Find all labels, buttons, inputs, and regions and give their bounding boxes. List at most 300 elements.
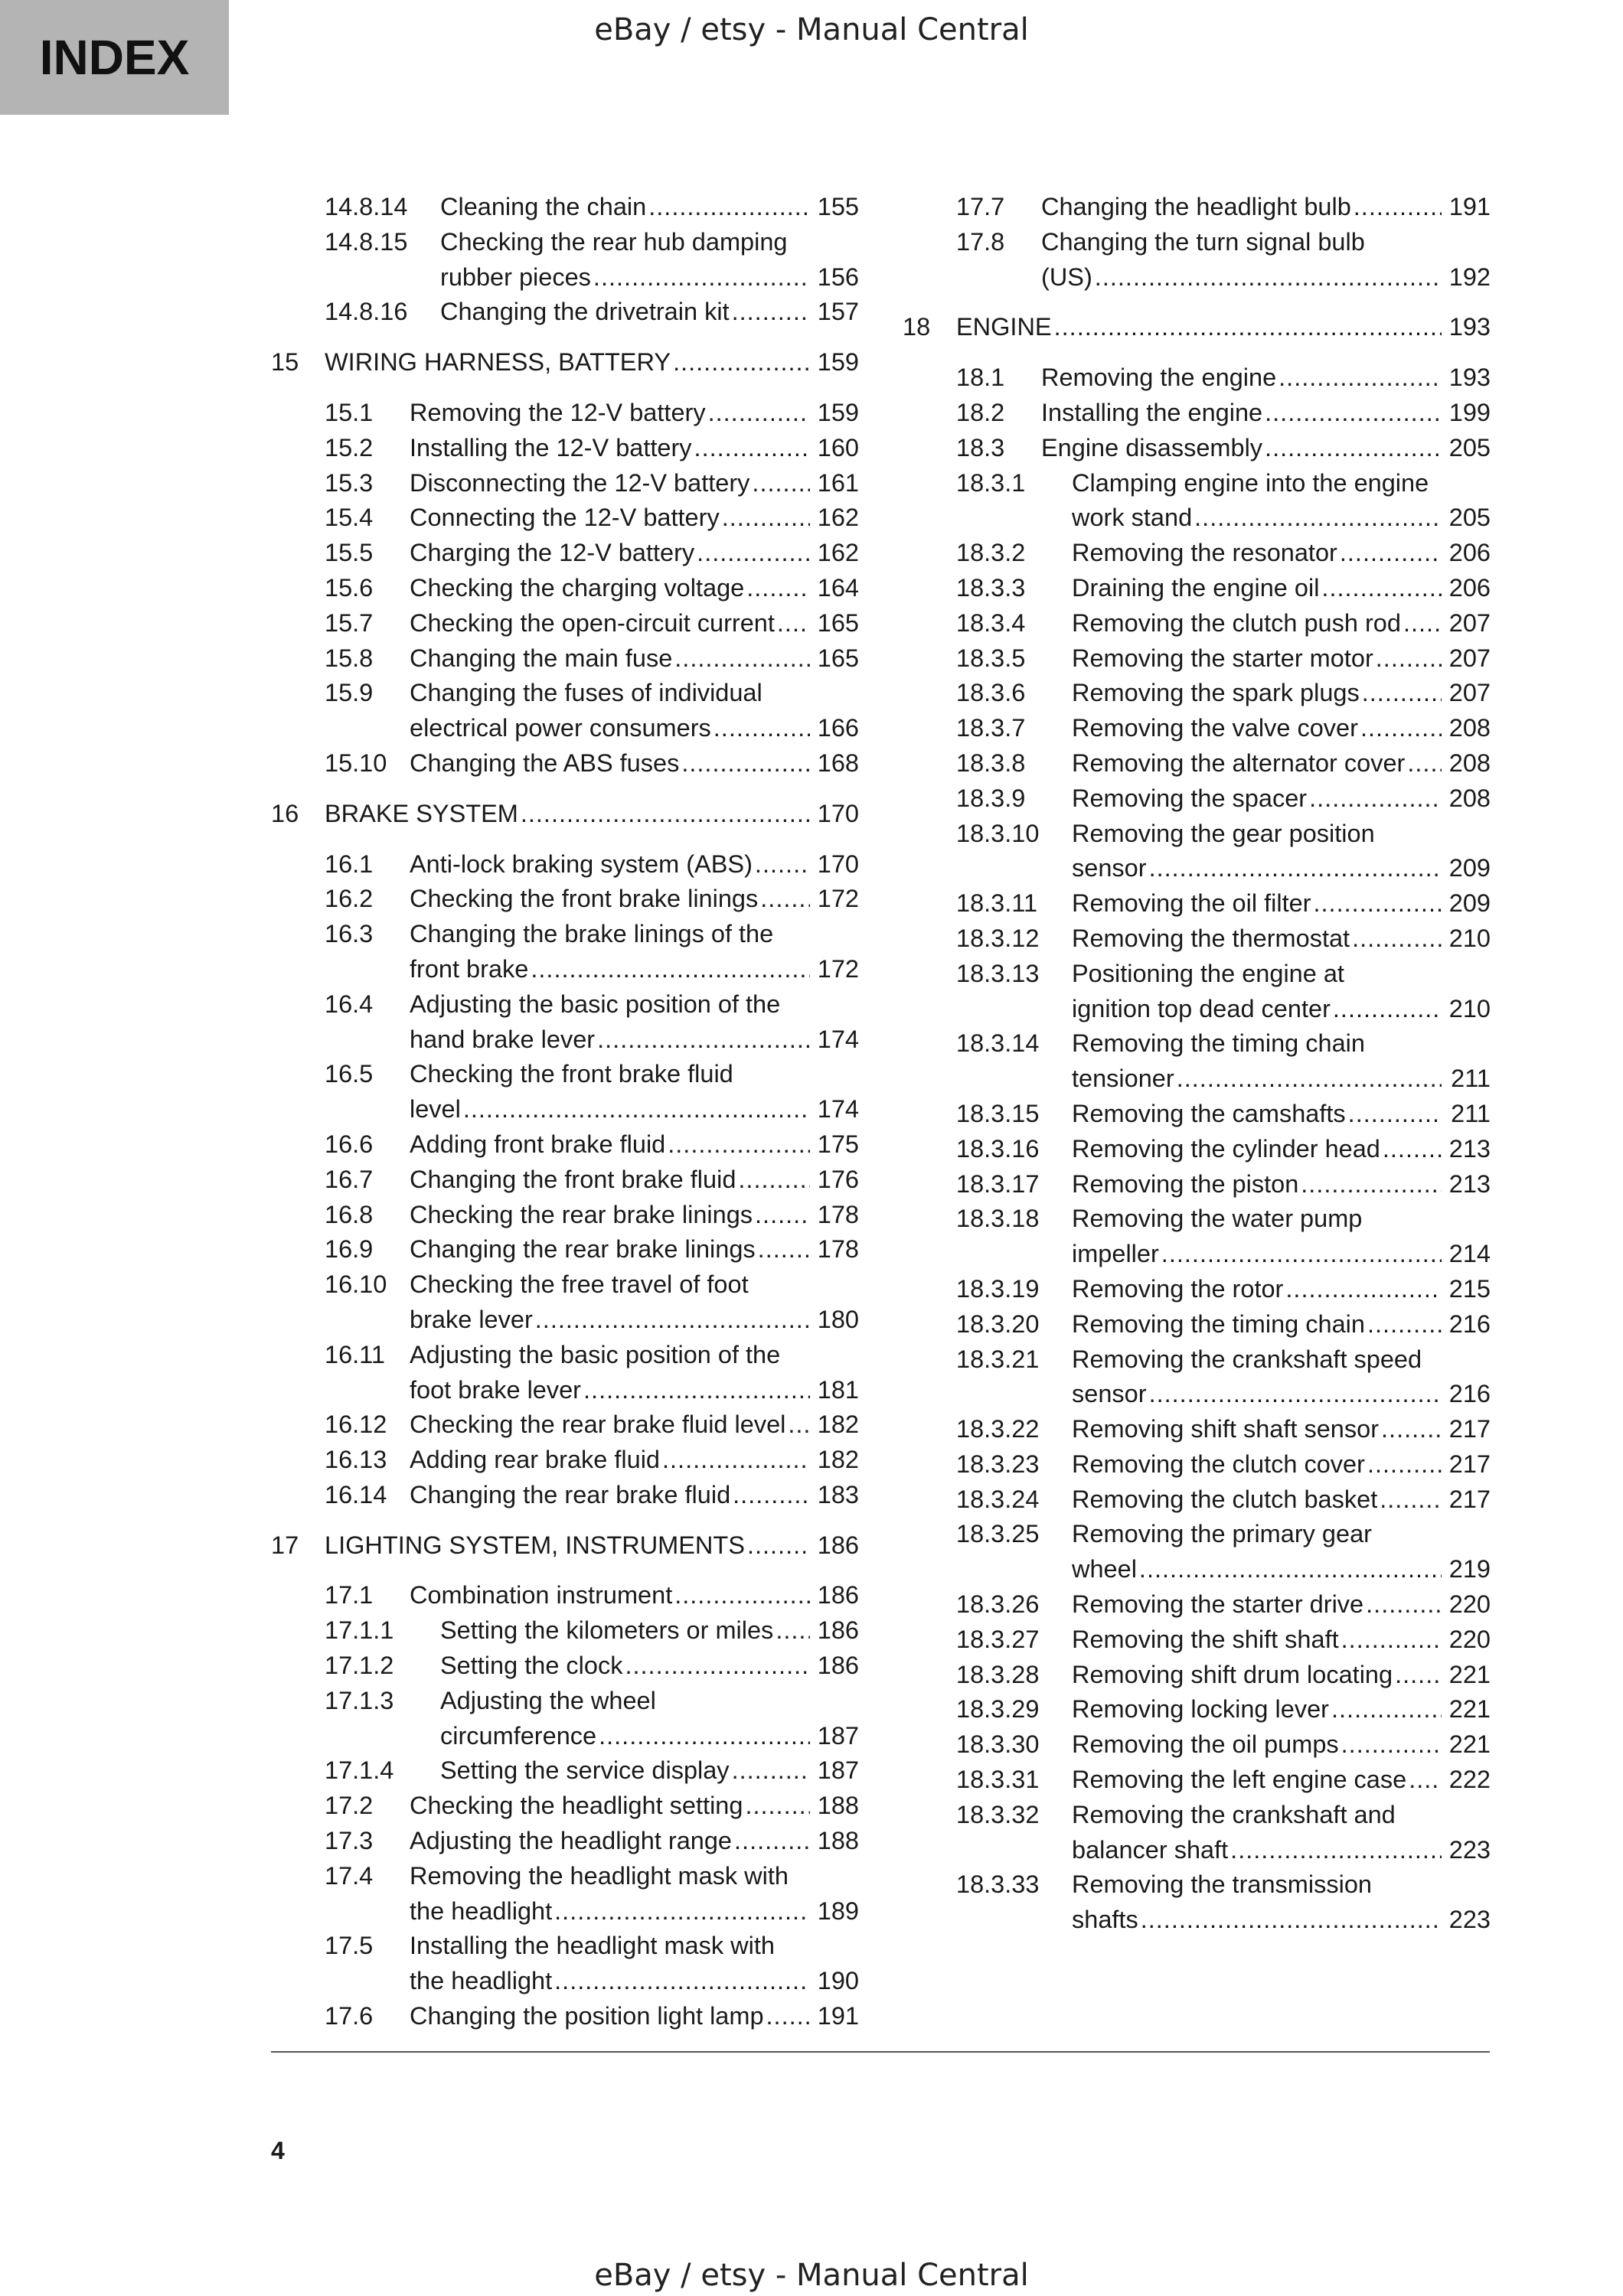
toc-entry-page: 207 bbox=[1448, 608, 1491, 637]
toc-entry-title: Checking the rear brake linings bbox=[410, 1200, 753, 1228]
toc-entry-title: sensor bbox=[1072, 854, 1147, 882]
toc-entry bbox=[271, 746, 859, 781]
toc-entry-page: 193 bbox=[1448, 364, 1491, 392]
toc-entry-number: 18.3.12 bbox=[956, 924, 1040, 952]
toc-entry bbox=[271, 1267, 859, 1338]
toc-entry bbox=[271, 1057, 859, 1127]
toc-entry-page: 182 bbox=[817, 1446, 859, 1474]
dot-leader bbox=[1340, 536, 1442, 571]
dot-leader bbox=[1354, 190, 1442, 225]
toc-left-column bbox=[271, 190, 859, 2034]
toc-entry bbox=[271, 882, 859, 917]
toc-entry-title: Setting the service display bbox=[440, 1756, 730, 1785]
toc-right-column bbox=[903, 190, 1491, 1938]
toc-entry-page: 186 bbox=[817, 1616, 859, 1645]
toc-entry-title: wheel bbox=[1072, 1555, 1137, 1583]
dot-leader bbox=[755, 847, 810, 882]
toc-entry bbox=[903, 536, 1491, 571]
toc-entry-page: 164 bbox=[817, 573, 859, 602]
dot-leader bbox=[625, 1649, 810, 1684]
toc-entry-number: 18.3.11 bbox=[956, 889, 1038, 918]
dot-leader bbox=[755, 1198, 810, 1233]
toc-entry-number: 15.7 bbox=[325, 608, 374, 637]
dot-leader bbox=[597, 1022, 810, 1058]
toc-entry bbox=[903, 466, 1491, 536]
watermark-bottom: eBay / etsy - Manual Central bbox=[594, 2258, 1029, 2293]
toc-entry-page: 217 bbox=[1448, 1450, 1491, 1478]
dot-leader bbox=[1314, 886, 1442, 921]
toc-entry-title: Removing the thermostat bbox=[1072, 924, 1350, 952]
toc-entry-page: 192 bbox=[1448, 263, 1491, 291]
toc-entry-number: 18.3.18 bbox=[956, 1205, 1040, 1233]
toc-entry-number: 18.3.9 bbox=[956, 784, 1026, 812]
toc-entry-page: 165 bbox=[817, 608, 859, 637]
toc-entry bbox=[903, 1867, 1491, 1938]
toc-entry-title: Engine disassembly bbox=[1041, 433, 1263, 461]
toc-entry-number: 18.3.23 bbox=[956, 1450, 1040, 1478]
toc-entry-title: Removing the 12-V battery bbox=[410, 398, 706, 426]
toc-entry-number: 17.3 bbox=[325, 1827, 374, 1855]
toc-entry-page: 172 bbox=[817, 885, 859, 913]
toc-entry-title: balancer shaft bbox=[1072, 1835, 1229, 1864]
toc-entry-title: Installing the engine bbox=[1041, 398, 1263, 426]
toc-entry-page: 211 bbox=[1451, 1099, 1491, 1127]
toc-entry-page: 162 bbox=[817, 539, 859, 567]
toc-entry bbox=[271, 1443, 859, 1478]
dot-leader bbox=[674, 641, 810, 677]
dot-leader bbox=[1149, 1377, 1442, 1412]
toc-entry-page: 157 bbox=[817, 298, 859, 326]
toc-entry-number: 18.3.17 bbox=[956, 1169, 1040, 1198]
dot-leader bbox=[1341, 1727, 1442, 1763]
dot-leader bbox=[648, 190, 810, 225]
toc-entry-number: 17.1.2 bbox=[325, 1652, 394, 1680]
toc-entry-page: 190 bbox=[817, 1967, 859, 1995]
toc-entry-page: 220 bbox=[1448, 1590, 1491, 1619]
toc-entry-page: 208 bbox=[1448, 714, 1491, 742]
dot-leader bbox=[1301, 1167, 1442, 1202]
toc-entry-page: 221 bbox=[1448, 1730, 1491, 1759]
toc-entry-title: Setting the kilometers or miles bbox=[440, 1616, 774, 1645]
toc-entry-title: Removing the clutch basket bbox=[1072, 1485, 1378, 1513]
toc-chapter-entry bbox=[271, 345, 859, 380]
toc-chapter-entry bbox=[903, 310, 1491, 345]
toc-entry-title: Removing the timing chain bbox=[1072, 1309, 1365, 1338]
toc-entry bbox=[903, 1763, 1491, 1798]
toc-entry-page: 156 bbox=[817, 263, 859, 291]
toc-entry-number: 18.3.24 bbox=[956, 1485, 1040, 1513]
toc-entry-title: Adding front brake fluid bbox=[410, 1130, 666, 1158]
toc-entry bbox=[903, 641, 1491, 677]
dot-leader bbox=[1331, 1692, 1442, 1727]
toc-entry-title: sensor bbox=[1072, 1380, 1147, 1408]
dot-leader bbox=[463, 1092, 810, 1127]
toc-entry bbox=[903, 1692, 1491, 1727]
dot-leader bbox=[1407, 746, 1442, 781]
toc-entry-title-lead: Removing the headlight mask with bbox=[410, 1861, 789, 1890]
toc-entry-title: Installing the 12-V battery bbox=[410, 433, 692, 461]
dot-leader bbox=[681, 746, 810, 781]
dot-leader bbox=[745, 1789, 810, 1824]
toc-entry-page: 155 bbox=[817, 193, 859, 220]
toc-entry-number: 15.5 bbox=[325, 539, 374, 567]
toc-entry bbox=[271, 1578, 859, 1613]
dot-leader bbox=[1376, 641, 1442, 677]
toc-entry bbox=[271, 676, 859, 746]
toc-entry-page: 206 bbox=[1448, 539, 1491, 567]
toc-entry-title: Removing the camshafts bbox=[1072, 1099, 1346, 1127]
dot-leader bbox=[1309, 781, 1442, 817]
toc-entry-title: hand brake lever bbox=[410, 1025, 596, 1053]
toc-entry-title: tensioner bbox=[1072, 1065, 1174, 1093]
toc-entry bbox=[903, 676, 1491, 711]
toc-entry bbox=[903, 1202, 1491, 1272]
toc-entry-title-lead: Removing the crankshaft and bbox=[1072, 1800, 1396, 1828]
toc-entry-number: 18.3.31 bbox=[956, 1766, 1040, 1794]
toc-entry bbox=[271, 1127, 859, 1163]
toc-entry-number: 17.5 bbox=[325, 1932, 374, 1960]
dot-leader bbox=[1194, 501, 1442, 536]
toc-entry-title: Removing the resonator bbox=[1072, 539, 1337, 567]
dot-leader bbox=[535, 1303, 810, 1338]
toc-entry-title: Removing shift drum locating bbox=[1072, 1660, 1393, 1688]
toc-entry-number: 18.3.10 bbox=[956, 819, 1040, 847]
toc-entry-number: 17.4 bbox=[325, 1861, 374, 1890]
toc-entry-page: 219 bbox=[1448, 1555, 1491, 1583]
toc-entry-number: 18.3.4 bbox=[956, 608, 1026, 637]
toc-entry-number: 16.11 bbox=[325, 1340, 385, 1368]
dot-leader bbox=[1265, 431, 1442, 466]
toc-entry-title: Cleaning the chain bbox=[440, 193, 647, 220]
toc-entry-title: electrical power consumers bbox=[410, 714, 711, 742]
toc-entry-title: Removing the spark plugs bbox=[1072, 679, 1360, 707]
toc-entry bbox=[271, 1163, 859, 1198]
toc-entry-title: Changing the main fuse bbox=[410, 644, 673, 672]
dot-leader bbox=[1141, 1903, 1442, 1938]
toc-entry-number: 18 bbox=[903, 313, 931, 341]
toc-entry-page: 159 bbox=[817, 398, 859, 426]
toc-entry-page: 193 bbox=[1448, 313, 1491, 341]
toc-entry-number: 18.3.28 bbox=[956, 1660, 1040, 1688]
toc-entry-number: 14.8.15 bbox=[325, 227, 408, 256]
footer-rule bbox=[271, 2051, 1490, 2053]
toc-entry-title: circumference bbox=[440, 1721, 597, 1750]
toc-entry-page: 222 bbox=[1448, 1766, 1491, 1794]
toc-entry bbox=[903, 1517, 1491, 1587]
watermark-top: eBay / etsy - Manual Central bbox=[594, 12, 1029, 47]
toc-entry-number: 17.2 bbox=[325, 1792, 374, 1820]
toc-entry-title: (US) bbox=[1041, 263, 1092, 291]
dot-leader bbox=[1380, 1482, 1442, 1518]
toc-entry-page: 160 bbox=[817, 433, 859, 461]
toc-entry-title: Charging the 12-V battery bbox=[410, 539, 695, 567]
toc-entry-number: 18.3 bbox=[956, 433, 1005, 461]
toc-entry-title: Changing the front brake fluid bbox=[410, 1165, 736, 1193]
toc-entry-title: the headlight bbox=[410, 1896, 553, 1925]
toc-entry-title: front brake bbox=[410, 954, 529, 983]
dot-leader bbox=[521, 797, 810, 832]
toc-entry-number: 16.6 bbox=[325, 1130, 374, 1158]
dot-leader bbox=[554, 1964, 810, 1999]
toc-entry-title: Removing the starter motor bbox=[1072, 644, 1373, 672]
toc-entry-title: work stand bbox=[1072, 504, 1193, 532]
dot-leader bbox=[776, 1613, 810, 1649]
toc-entry bbox=[271, 466, 859, 501]
toc-entry-page: 205 bbox=[1448, 433, 1491, 461]
toc-entry-title: Combination instrument bbox=[410, 1581, 673, 1609]
toc-entry-page: 220 bbox=[1448, 1625, 1491, 1653]
toc-entry-page: 159 bbox=[817, 348, 859, 377]
toc-entry-page: 191 bbox=[817, 2002, 859, 2030]
toc-entry-page: 217 bbox=[1448, 1485, 1491, 1513]
toc-entry bbox=[271, 1338, 859, 1408]
dot-leader bbox=[697, 536, 810, 571]
toc-entry bbox=[903, 711, 1491, 746]
toc-entry-title-lead: Clamping engine into the engine bbox=[1072, 468, 1429, 497]
toc-entry bbox=[271, 501, 859, 536]
toc-entry-page: 216 bbox=[1448, 1380, 1491, 1408]
toc-entry-number: 18.3.20 bbox=[956, 1309, 1040, 1338]
toc-entry bbox=[903, 571, 1491, 606]
toc-entry-number: 18.3.26 bbox=[956, 1590, 1040, 1619]
dot-leader bbox=[1230, 1833, 1442, 1868]
toc-entry-title: Removing the clutch cover bbox=[1072, 1450, 1365, 1478]
toc-entry-page: 181 bbox=[817, 1375, 859, 1404]
toc-entry-title: Removing the starter drive bbox=[1072, 1590, 1364, 1619]
dot-leader bbox=[1265, 396, 1442, 431]
toc-entry-page: 199 bbox=[1448, 398, 1491, 426]
toc-entry-number: 15.10 bbox=[325, 748, 387, 777]
dot-leader bbox=[1285, 1272, 1442, 1307]
toc-entry bbox=[903, 1412, 1491, 1447]
toc-entry bbox=[271, 225, 859, 295]
toc-entry bbox=[903, 781, 1491, 817]
toc-entry-number: 16.9 bbox=[325, 1235, 374, 1264]
toc-entry-page: 183 bbox=[817, 1480, 859, 1508]
toc-entry-page: 187 bbox=[817, 1756, 859, 1785]
dot-leader bbox=[714, 711, 810, 746]
toc-entry-title: Changing the headlight bulb bbox=[1041, 193, 1351, 220]
toc-entry bbox=[271, 1407, 859, 1443]
toc-entry-number: 17.6 bbox=[325, 2002, 374, 2030]
toc-entry-number: 18.3.7 bbox=[956, 714, 1026, 742]
toc-entry-number: 17 bbox=[271, 1531, 299, 1559]
toc-entry bbox=[903, 921, 1491, 957]
dot-leader bbox=[738, 1163, 810, 1198]
dot-leader bbox=[1095, 260, 1442, 295]
toc-entry-number: 16.7 bbox=[325, 1165, 374, 1193]
toc-entry-title: Removing the piston bbox=[1072, 1169, 1299, 1198]
dot-leader bbox=[593, 260, 810, 295]
toc-entry-number: 14.8.14 bbox=[325, 193, 408, 220]
toc-entry-title: Connecting the 12-V battery bbox=[410, 504, 720, 532]
toc-entry-number: 18.3.8 bbox=[956, 748, 1026, 777]
toc-entry-title: Adjusting the headlight range bbox=[410, 1827, 733, 1855]
toc-entry bbox=[903, 1026, 1491, 1097]
dot-leader bbox=[1161, 1237, 1442, 1272]
toc-entry-page: 210 bbox=[1448, 994, 1491, 1022]
toc-entry bbox=[903, 886, 1491, 921]
toc-entry-page: 215 bbox=[1448, 1274, 1491, 1303]
dot-leader bbox=[1321, 571, 1442, 606]
toc-entry-page: 208 bbox=[1448, 748, 1491, 777]
toc-entry-number: 17.8 bbox=[956, 227, 1005, 256]
toc-entry bbox=[903, 190, 1491, 225]
toc-entry bbox=[903, 396, 1491, 431]
toc-entry-page: 186 bbox=[817, 1652, 859, 1680]
toc-entry-number: 16.2 bbox=[325, 885, 374, 913]
toc-entry bbox=[271, 1613, 859, 1649]
toc-entry-number: 16.10 bbox=[325, 1270, 387, 1299]
toc-entry-number: 16.1 bbox=[325, 850, 374, 878]
toc-entry bbox=[903, 1307, 1491, 1342]
toc-entry-title: level bbox=[410, 1095, 461, 1124]
toc-entry-number: 15.4 bbox=[325, 504, 374, 532]
dot-leader bbox=[746, 571, 810, 606]
dot-leader bbox=[694, 431, 810, 466]
toc-entry-number: 15.1 bbox=[325, 398, 374, 426]
dot-leader bbox=[732, 295, 810, 330]
toc-entry-page: 176 bbox=[817, 1165, 859, 1193]
toc-entry-page: 221 bbox=[1448, 1695, 1491, 1724]
toc-entry-page: 188 bbox=[817, 1827, 859, 1855]
toc-entry-title-lead: Checking the rear hub damping bbox=[440, 227, 788, 256]
toc-entry-title-lead: Adjusting the wheel bbox=[440, 1686, 656, 1714]
toc-entry-title: Checking the charging voltage bbox=[410, 573, 745, 602]
toc-entry-title-lead: Adjusting the basic position of the bbox=[410, 1340, 781, 1368]
toc-entry-title: Checking the headlight setting bbox=[410, 1792, 743, 1820]
toc-entry-title: the headlight bbox=[410, 1967, 553, 1995]
toc-entry bbox=[271, 917, 859, 987]
toc-entry-page: 207 bbox=[1448, 644, 1491, 672]
toc-entry-page: 174 bbox=[817, 1025, 859, 1053]
toc-entry-number: 15.6 bbox=[325, 573, 374, 602]
dot-leader bbox=[1383, 1132, 1442, 1167]
toc-entry bbox=[271, 536, 859, 571]
toc-entry-title-lead: Changing the turn signal bulb bbox=[1041, 227, 1365, 256]
toc-entry-number: 18.1 bbox=[956, 364, 1005, 392]
toc-entry-number: 16.13 bbox=[325, 1446, 387, 1474]
toc-chapter-entry bbox=[271, 1528, 859, 1564]
dot-leader bbox=[732, 1753, 810, 1789]
toc-entry bbox=[271, 987, 859, 1058]
toc-entry-title: Removing the rotor bbox=[1072, 1274, 1284, 1303]
toc-entry-page: 210 bbox=[1448, 924, 1491, 952]
toc-entry-title: Removing the valve cover bbox=[1072, 714, 1358, 742]
toc-entry-page: 214 bbox=[1448, 1240, 1491, 1268]
toc-entry bbox=[903, 1167, 1491, 1202]
toc-entry bbox=[271, 1789, 859, 1824]
toc-entry-number: 18.3.15 bbox=[956, 1099, 1040, 1127]
toc-entry bbox=[271, 1824, 859, 1859]
toc-entry-title: ENGINE bbox=[956, 313, 1052, 341]
toc-entry bbox=[903, 225, 1491, 295]
toc-entry bbox=[903, 360, 1491, 396]
toc-entry bbox=[903, 1587, 1491, 1623]
dot-leader bbox=[708, 396, 810, 431]
toc-entry-number: 18.3.27 bbox=[956, 1625, 1040, 1653]
toc-entry-title: Checking the open-circuit current bbox=[410, 608, 775, 637]
toc-entry-number: 15.2 bbox=[325, 433, 374, 461]
dot-leader bbox=[1139, 1552, 1442, 1587]
toc-entry bbox=[271, 1649, 859, 1684]
toc-entry-page: 186 bbox=[817, 1531, 859, 1559]
toc-entry bbox=[271, 1859, 859, 1929]
dot-leader bbox=[777, 606, 810, 641]
toc-entry-title: Removing the shift shaft bbox=[1072, 1625, 1339, 1653]
dot-leader bbox=[1348, 1097, 1442, 1132]
toc-entry-number: 18.3.5 bbox=[956, 644, 1026, 672]
toc-entry-title-lead: Removing the water pump bbox=[1072, 1205, 1363, 1233]
toc-entry-title: impeller bbox=[1072, 1240, 1159, 1268]
toc-entry-title: Removing locking lever bbox=[1072, 1695, 1329, 1724]
toc-entry-number: 18.3.6 bbox=[956, 679, 1026, 707]
dot-leader bbox=[554, 1894, 810, 1929]
dot-leader bbox=[1333, 992, 1442, 1027]
dot-leader bbox=[747, 1528, 810, 1564]
dot-leader bbox=[1054, 310, 1442, 345]
toc-entry-number: 16 bbox=[271, 799, 299, 827]
toc-entry bbox=[903, 817, 1491, 887]
toc-entry-number: 18.3.29 bbox=[956, 1695, 1040, 1724]
toc-entry bbox=[903, 1447, 1491, 1482]
toc-entry-page: 221 bbox=[1448, 1660, 1491, 1688]
toc-entry-number: 18.3.32 bbox=[956, 1800, 1040, 1828]
toc-entry-title-lead: Checking the front brake fluid bbox=[410, 1060, 733, 1088]
toc-entry bbox=[271, 641, 859, 677]
toc-entry-title: Changing the rear brake fluid bbox=[410, 1480, 731, 1508]
toc-entry-title: Removing the cylinder head bbox=[1072, 1134, 1380, 1163]
toc-entry-title: Changing the drivetrain kit bbox=[440, 298, 730, 326]
toc-entry-number: 18.3.14 bbox=[956, 1029, 1040, 1058]
dot-leader bbox=[668, 1127, 810, 1163]
toc-entry-title: Checking the front brake linings bbox=[410, 885, 759, 913]
toc-entry bbox=[271, 295, 859, 330]
toc-entry-number: 15.8 bbox=[325, 644, 374, 672]
toc-entry-number: 17.1.4 bbox=[325, 1756, 394, 1785]
toc-entry-number: 18.3.1 bbox=[956, 468, 1026, 497]
toc-entry-page: 191 bbox=[1448, 193, 1491, 220]
toc-entry-page: 213 bbox=[1448, 1134, 1491, 1163]
toc-entry-page: 207 bbox=[1448, 679, 1491, 707]
toc-entry-title-lead: Checking the free travel of foot bbox=[410, 1270, 749, 1299]
dot-leader bbox=[722, 501, 810, 536]
toc-entry bbox=[271, 1232, 859, 1267]
toc-entry-page: 178 bbox=[817, 1235, 859, 1264]
toc-entry-page: 166 bbox=[817, 714, 859, 742]
toc-entry-number: 18.3.13 bbox=[956, 959, 1040, 987]
toc-entry bbox=[903, 1097, 1491, 1132]
toc-entry-title: Removing the oil pumps bbox=[1072, 1730, 1339, 1759]
toc-entry-number: 18.3.19 bbox=[956, 1274, 1040, 1303]
toc-entry-number: 16.8 bbox=[325, 1200, 374, 1228]
dot-leader bbox=[752, 466, 810, 501]
toc-entry-number: 16.5 bbox=[325, 1060, 374, 1088]
toc-entry-page: 172 bbox=[817, 954, 859, 983]
index-tab: INDEX bbox=[0, 0, 229, 115]
toc-entry bbox=[903, 1623, 1491, 1658]
toc-entry-number: 15.9 bbox=[325, 679, 374, 707]
toc-entry-title: Removing the alternator cover bbox=[1072, 748, 1406, 777]
toc-entry-title: Removing the engine bbox=[1041, 364, 1277, 392]
toc-entry-number: 18.3.22 bbox=[956, 1415, 1040, 1443]
toc-entry-page: 189 bbox=[817, 1896, 859, 1925]
toc-entry-number: 16.14 bbox=[325, 1480, 387, 1508]
toc-entry bbox=[903, 1658, 1491, 1693]
toc-entry-page: 187 bbox=[817, 1721, 859, 1750]
toc-entry-title: Changing the ABS fuses bbox=[410, 748, 680, 777]
toc-entry-title: Removing the left engine case bbox=[1072, 1766, 1407, 1794]
